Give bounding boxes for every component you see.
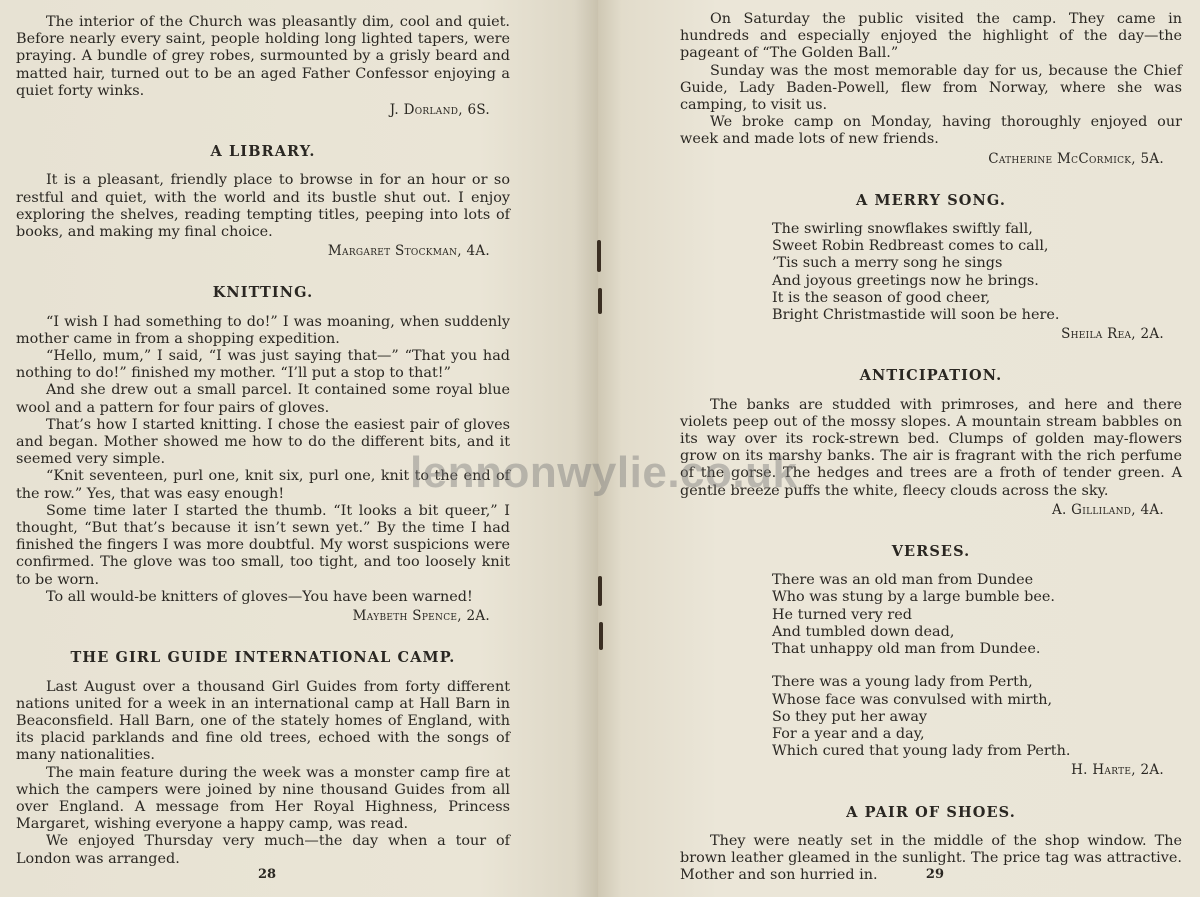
church-paragraph: The interior of the Church was pleasantly dim, cool and quiet. Before nearly every saint, people holding long lighted tapers, were praying. A bundle of grey robes, surmounted by a grisly beard and matted hair, turned out to be an aged Father Confessor enjoying a quiet forty winks. (16, 14, 510, 99)
poem-line: Who was stung by a large bumble bee. (772, 589, 1055, 606)
camp-paragraph: We enjoyed Thursday very much—the day when a tour of London was arranged. (16, 833, 510, 867)
knitting-paragraph: To all would-be knitters of gloves—You have been warned! (46, 588, 473, 605)
poem-line: So they put her away (772, 708, 928, 725)
camp-author: Catherine McCormick, 5A. (988, 150, 1164, 167)
poem-line: For a year and a day, (772, 725, 925, 742)
poem-line: Whose face was convulsed with mirth, (772, 691, 1053, 708)
knitting-paragraph: Some time later I started the thumb. “It looks a bit queer,” I thought, “But that’s because it isn’t sewn yet.” By the time I had finished the fingers I was more doubtful. My worst suspicions were confirmed. The glove was too small, too tight, and too loosely knit to be worn. (16, 502, 510, 588)
camp-paragraph: Sunday was the most memorable day for us, because the Chief Guide, Lady Baden-Powell, flew from Norway, where she was camping, to visit us. (680, 62, 1182, 114)
shoes-paragraph: They were neatly set in the middle of the shop window. The brown leather gleamed in the sunlight. The price tag was attractive. Mother and son hurried in. (680, 832, 1182, 884)
poem-line: Which cured that young lady from Perth. (772, 743, 1071, 760)
knitting-paragraph: That’s how I started knitting. I chose the easiest pair of gloves and began. Mother showed me how to do the different bits, and it seemed very simple. (16, 416, 510, 468)
poem-line: There was a young lady from Perth, (772, 674, 1033, 691)
poem-line: That unhappy old man from Dundee. (772, 641, 1041, 658)
camp-paragraph: The main feature during the week was a monster camp fire at which the campers were joined by nine thousand Guides from all over England. A message from Her Royal Highness, Princess Margaret, wishing everyone a happy camp, was read. (16, 764, 510, 833)
poem-line: And tumbled down dead, (772, 623, 955, 640)
verses-poem (680, 572, 1182, 760)
watermark: lennonwylie.co.uk (410, 448, 798, 497)
anticipation-paragraph: The banks are studded with primroses, and here and there violets peep out of the mossy slopes. A mountain stream babbles on its way over its rock-strewn bed. Clumps of golden may-flowers grow on its marshy banks. The air is fragrant with the rich perfume of the gorse. The hedges and trees are a froth of tender green. A gentle breeze puffs the white, fleecy clouds across the sky. (680, 396, 1182, 499)
knitting-paragraph: “Hello, mum,” I said, “I was just saying that—” “That you had nothing to do!” finished my mother. “I’ll put a stop to that!” (16, 348, 510, 382)
knitting-paragraph: And she drew out a small parcel. It contained some royal blue wool and a pattern for four pairs of gloves. (16, 382, 510, 416)
binding-stitch (597, 240, 601, 272)
poem-line: There was an old man from Dundee (772, 572, 1034, 589)
page-29 (598, 0, 1200, 897)
camp-paragraph: On Saturday the public visited the camp. They came in hundreds and especially enjoyed the highlight of the day—the pageant of “The Golden Ball.” (680, 11, 1182, 62)
merry-song-poem (680, 221, 1182, 324)
poem-line: Sweet Robin Redbreast comes to call, (772, 238, 1049, 255)
camp-paragraph: We broke camp on Monday, having thoroughly enjoyed our week and made lots of new friends. (680, 114, 1182, 148)
knitting-paragraph: “Knit seventeen, purl one, knit six, purl one, knit to the end of the row.” Yes, that was easy enough! (16, 468, 510, 502)
page-28 (0, 0, 598, 897)
page-number: 29 (925, 866, 944, 882)
shoes-title: A PAIR OF SHOES. (846, 803, 1016, 821)
binding-stitch (599, 622, 603, 650)
knitting-paragraph: “I wish I had something to do!” I was moaning, when suddenly mother came in from a shopping expedition. (16, 313, 510, 347)
anticipation-author: A. Gilliland, 4A. (1051, 501, 1164, 518)
church-author: J. Dorland, 6S. (389, 102, 490, 119)
knitting-title: KNITTING. (212, 284, 314, 302)
poem-line: And joyous greetings now he brings. (772, 272, 1039, 289)
merry-song-title: A MERRY SONG. (855, 191, 1007, 209)
poem-line: The swirling snowflakes swiftly fall, (772, 221, 1033, 238)
poem-line: ’Tis such a merry song he sings (772, 255, 1003, 272)
camp-title: THE GIRL GUIDE INTERNATIONAL CAMP. (70, 649, 456, 667)
poem-line: Bright Christmastide will soon be here. (772, 307, 1060, 324)
verses-author: H. Harte, 2A. (1071, 762, 1164, 779)
poem-line: He turned very red (772, 606, 912, 623)
camp-paragraph: Last August over a thousand Girl Guides from forty different nations united for a week in an international camp at Hall Barn in Beaconsfield. Hall Barn, one of the stately homes of England, with its placid parklands and fine old trees, echoed with the songs of many nationalities. (16, 678, 510, 764)
library-title: A LIBRARY. (210, 143, 316, 161)
poem-line: It is the season of good cheer, (772, 289, 991, 306)
anticipation-title: ANTICIPATION. (859, 367, 1003, 385)
verses-title: VERSES. (891, 543, 971, 561)
binding-stitch (598, 288, 602, 314)
knitting-author: Maybeth Spence, 2A. (352, 608, 490, 625)
library-paragraph: It is a pleasant, friendly place to browse in for an hour or so restful and quiet, with the world and its bustle shut out. I enjoy exploring the shelves, reading tempting titles, peeping into lots of books, and making my final choice. (16, 172, 510, 241)
stanza-gap (772, 658, 1182, 674)
binding-stitch (598, 576, 602, 606)
merry-song-author: Sheila Rea, 2A. (1061, 326, 1164, 343)
library-author: Margaret Stockman, 4A. (327, 243, 490, 260)
page-number: 28 (258, 866, 277, 882)
